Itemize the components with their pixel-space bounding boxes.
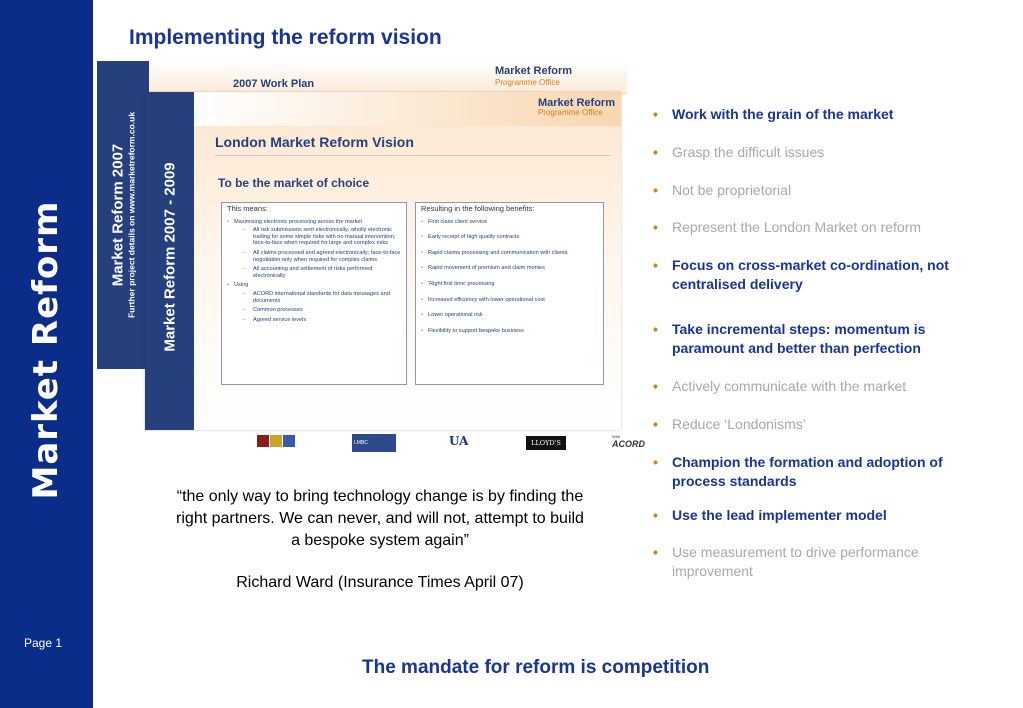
vision-document-image <box>145 92 645 449</box>
mark-logo <box>257 434 299 452</box>
work-plan-header <box>149 61 627 95</box>
principle-item: • Reduce ‘Londonisms’ <box>653 416 806 432</box>
benefit-item: • 'Right first time' processing <box>421 281 598 288</box>
page-title: Implementing the reform vision <box>129 26 442 49</box>
work-plan-spine <box>97 61 149 369</box>
benefit-item: • Early receipt of high quality contracts <box>421 234 598 241</box>
bullet-icon: • <box>653 219 658 235</box>
work-plan-spine-title: Market Reform 2007 <box>109 143 127 287</box>
vision-heading: London Market Reform Vision <box>215 134 414 150</box>
principle-item: • Take incremental steps: momentum is paramount and better than perfection <box>653 321 926 356</box>
bullet-icon: • <box>653 106 658 122</box>
bullet-icon: • <box>653 257 658 273</box>
vision-logo: Market Reform Programme Office <box>537 97 615 117</box>
footer-statement: The mandate for reform is competition <box>362 657 710 678</box>
benefits-box: Resulting in the following benefits: • First class client service • Early receipt of high quality contracts • Rapid claims processing and communication with clients • Rapid movement of premium and claim monies • 'Right first time' processing • Increased efficiency with lower operational cost • Lower operational risk • Flexibility to support bespoke business <box>415 202 604 385</box>
principle-item: • Actively communicate with the market <box>653 378 907 394</box>
bullet-icon: • <box>653 321 658 337</box>
vision-spine <box>145 92 194 430</box>
principle-item: • Champion the formation and adoption of process standards <box>653 454 943 489</box>
bullet-icon: • <box>653 507 658 523</box>
benefit-item: • First class client service <box>421 219 598 226</box>
work-plan-spine-subtitle: Further project details on www.marketreform.co.uk <box>126 111 137 319</box>
benefit-item: • Flexibility to support bespoke business <box>421 328 598 335</box>
partner-logos <box>257 432 662 456</box>
principle-item: • Use the lead implementer model <box>653 507 887 523</box>
vision-subtitle: To be the market of choice <box>218 176 370 190</box>
principle-item: • Focus on cross-market co-ordination, not centralised delivery <box>653 257 949 292</box>
bullet-icon: • <box>653 544 658 560</box>
this-means-box: This means: • Maximising electronic processing across the market – All risk submissions sent electronically; wholly electronic trading for some simple risks with no manual intervention; face-to-face when required for large and complex risks – All claims processed and agreed electronically; face-to-face negotiation only when required for complex claims – All accounting and settlement of risks performed electronically • Using – ACORD international standards for data messages and documents – Common processes – Agreed service levels <box>221 202 407 385</box>
work-plan-heading: 2007 Work Plan <box>233 78 315 90</box>
quote-text: “the only way to bring technology change is by finding the right partners. We can never, and will not, attempt to build a bespoke system again” <box>176 488 584 549</box>
lloyds-logo: LLOYD'S <box>526 436 566 450</box>
principle-item: • Use measurement to drive performance improvement <box>653 544 919 579</box>
principle-item: • Work with the grain of the market <box>653 106 894 122</box>
bullet-icon: • <box>653 182 658 198</box>
iua-logo: UA <box>449 434 469 448</box>
acord-logo: With ACORD <box>612 434 645 449</box>
benefit-item: • Increased efficiency with lower operational cost <box>421 297 598 304</box>
vision-body <box>194 126 645 449</box>
page-number: Page 1 <box>24 636 63 650</box>
bullet-icon: • <box>653 416 658 432</box>
bullet-icon: • <box>653 144 658 160</box>
work-plan-logo: Market Reform Programme Office <box>495 65 573 87</box>
lmbc-logo: LMBC <box>352 434 396 452</box>
principle-item: • Not be proprietorial <box>653 182 792 198</box>
principle-item: • Represent the London Market on reform <box>653 219 922 235</box>
bullet-icon: • <box>653 454 658 470</box>
bullet-icon: • <box>653 378 658 394</box>
benefit-item: • Lower operational risk <box>421 312 598 319</box>
quote-author: Richard Ward (Insurance Times April 07) <box>236 574 524 591</box>
principle-item: • Grasp the difficult issues <box>653 144 825 160</box>
vision-divider <box>215 155 611 156</box>
benefit-item: • Rapid claims processing and communication with clients <box>421 250 598 257</box>
benefit-item: • Rapid movement of premium and claim monies <box>421 265 598 272</box>
sidebar <box>0 0 93 708</box>
vision-header <box>194 92 621 126</box>
sidebar-title: Market Reform <box>26 200 66 500</box>
vision-spine-title: Market Reform 2007 - 2009 <box>161 162 179 352</box>
